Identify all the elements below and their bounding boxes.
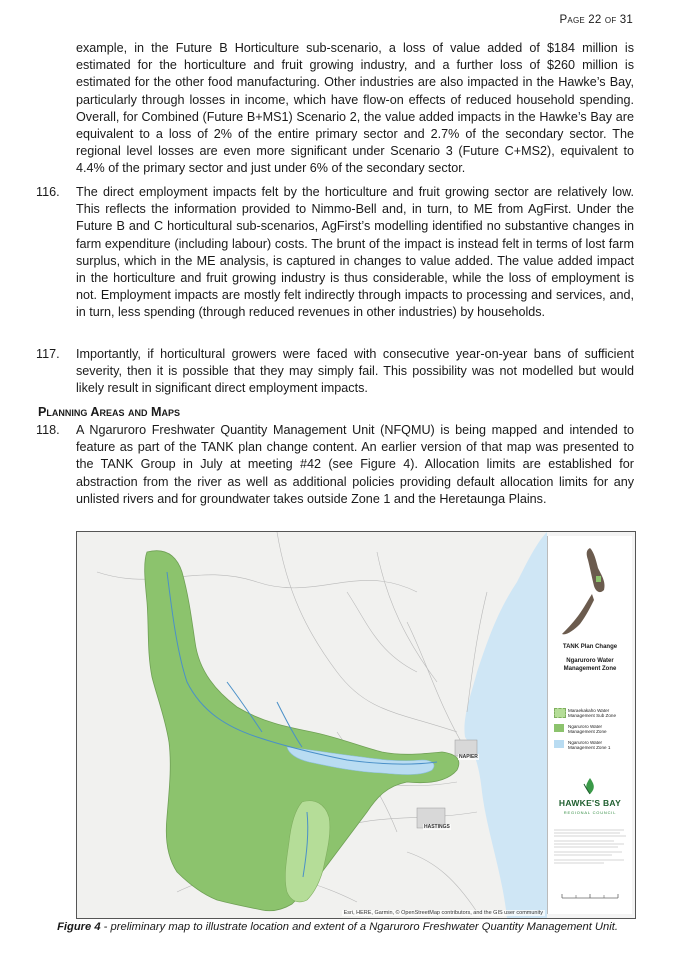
disclaimer-text (554, 828, 628, 868)
paragraph-number: 116. (36, 185, 60, 199)
map-legend (547, 536, 632, 914)
legend-label: Ngaruroro Water Management Zone (568, 724, 607, 735)
legend-item (554, 724, 630, 738)
paragraph-text: A Ngaruroro Freshwater Quantity Management Unit (NFQMU) is being mapped and intended to feature as part of the TANK plan change content. An earlier version of that map was presented to the TANK Group in July at meeting #42 (see Figure 4). Allocation limits are established for abstraction from the river as well as additional policies providing default allocation limits for any unlisted rivers and for groundwater takes outside Zone 1 and the Heretaunga Plains. (76, 423, 634, 506)
paragraph-text: example, in the Future B Horticulture sub-scenario, a loss of value added of $184 million is estimated for the horticulture and fruit growing industry, and a further loss of $260 million is estimated for the other food manufacturing. Other industries are also impacted in the Hawke’s Bay, particularly through losses in income, which have flow-on effects of reduced household spending. Overall, for Combined (Future B+MS1) Scenario 2, the value added impacts in the Hawke’s Bay are equivalent to a loss of 2% of the entire primary sector and 2.7% of the secondary sector. The regional level losses are even more significant under Scenario 3 (Future C+MS2), equivalent to 4.4% of the primary sector and just under 6% of the secondary sector. (76, 41, 634, 176)
map-attribution: Esri, HERE, Garmin, © OpenStreetMap contributors, and the GIS user community (343, 910, 543, 916)
legend-label: Maraekakaho Water Management Sub Zone (568, 708, 617, 719)
nz-inset-map (548, 538, 632, 648)
legend-item (554, 708, 630, 722)
scale-bar (548, 888, 632, 908)
paragraph-number: 118. (36, 423, 60, 437)
paragraph-text: The direct employment impacts felt by the horticulture and fruit growing sector are relatively low. This reflects the information provided to Nimmo-Bell and, in turn, to ME from AgFirst. Under the Future B and C horticultural sub-scenarios, AgFirst’s modelling identified no substantive changes in farm expenditure (including labour) costs. The brunt of the impact is instead felt in terms of lost farm surplus, which in the ME analysis, is captured in changes to value added. The value added impact in the horticulture and fruit growing industry is thus considerable, while the loss of employment is not. Employment impacts are mostly felt indirectly through impacts to processing and services, and, in turn, less spending (through reduced revenues in other industries) by households. (76, 185, 634, 320)
figure-caption-text: - preliminary map to illustrate location and extent of a Ngaruroro Freshwater Quantity Management Unit. (100, 921, 618, 933)
map-canvas (77, 532, 547, 918)
map-figure (76, 531, 636, 919)
legend-swatch-zone1 (554, 740, 564, 748)
council-logo-text: HAWKE'S BAY (558, 798, 622, 808)
council-logo-icon (548, 776, 632, 796)
paragraph-118 (36, 422, 634, 508)
page-number: Page 22 of 31 (559, 14, 633, 26)
legend-swatch-zone (554, 724, 564, 732)
napier-label: NAPIER (459, 754, 478, 760)
section-heading: Planning Areas and Maps (38, 405, 181, 419)
legend-title: TANK Plan Change (562, 644, 618, 650)
legend-item (554, 740, 630, 754)
legend-swatch-subzone (554, 708, 566, 718)
hastings-label: HASTINGS (424, 824, 450, 830)
legend-subtitle: Ngaruroro Water Management Zone (563, 658, 617, 672)
paragraph-number: 117. (36, 347, 60, 361)
paragraph-intro (76, 40, 634, 178)
paragraph-116 (36, 184, 634, 322)
figure-label: Figure 4 (57, 921, 101, 933)
council-logo-subtext: REGIONAL COUNCIL (563, 810, 617, 815)
paragraph-117 (36, 346, 634, 398)
legend-label: Ngaruroro Water Management Zone 1 (568, 740, 611, 751)
paragraph-text: Importantly, if horticultural growers were faced with consecutive year-on-year bans of sufficient severity, then it is possible that they may simply fail. This possibility was not modelled but would likely result in significant direct employment impacts. (76, 347, 634, 396)
figure-caption (0, 921, 675, 933)
